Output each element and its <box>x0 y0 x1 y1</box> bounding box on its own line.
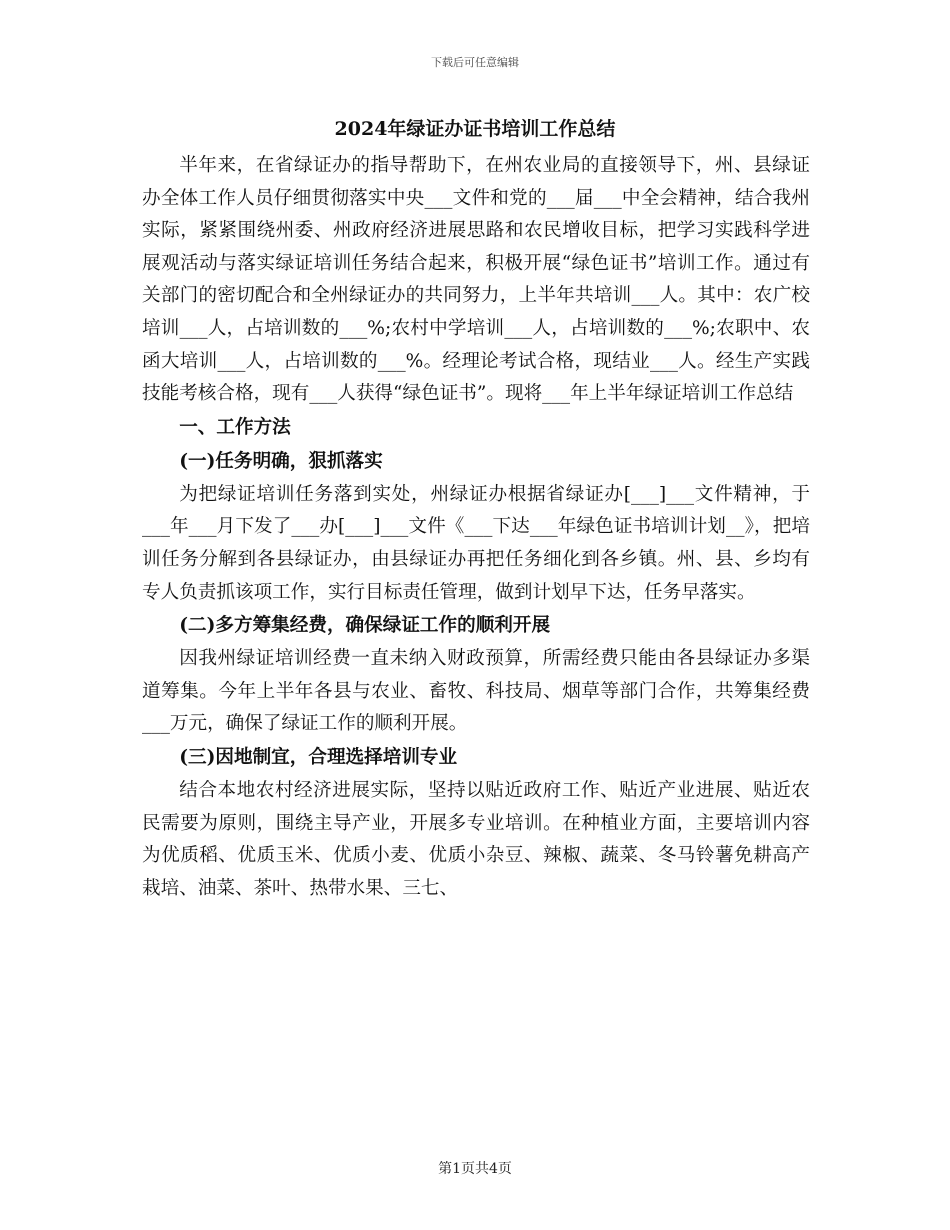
subsection-heading-1: (一)任务明确，狠抓落实 <box>179 450 383 472</box>
section-heading-methods: 一、工作方法 <box>179 416 291 438</box>
page-footer: 第1页共4页 <box>438 1161 512 1177</box>
document-title: 2024年绿证办证书培训工作总结 <box>334 118 616 140</box>
paragraph-specialties: 结合本地农村经济进展实际，坚持以贴近政府工作、贴近产业进展、贴近农民需要为原则，围绕主导产业，开展多专业培训。在种植业方面，主要培训内容为优质稻、优质玉米、优质小麦、优质小杂豆、辣椒、蔬菜、冬马铃薯免耕高产栽培、油菜、茶叶、热带水果、三七、 <box>142 779 810 899</box>
paragraph-funding: 因我州绿证培训经费一直未纳入财政预算，所需经费只能由各县绿证办多渠道筹集。今年上半年各县与农业、畜牧、科技局、烟草等部门合作，共筹集经费___万元，确保了绿证工作的顺利开展。 <box>142 648 810 735</box>
page-header-note: 下载后可任意编辑 <box>431 56 519 69</box>
paragraph-tasks: 为把绿证培训任务落到实处，州绿证办根据省绿证办[___]___文件精神，于___年___月下发了___办[___]___文件《___下达___年绿色证书培训计划__》，把培训任务分解到各县绿证办，由县绿证办再把任务细化到各乡镇。州、县、乡均有专人负责抓该项工作，实行目标责任管理，做到计划早下达，任务早落实。 <box>142 483 810 603</box>
subsection-heading-3: (三)因地制宜，合理选择培训专业 <box>179 746 458 768</box>
subsection-heading-2: (二)多方筹集经费，确保绿证工作的顺利开展 <box>179 615 551 637</box>
document-body <box>142 150 810 905</box>
intro-paragraph: 半年来，在省绿证办的指导帮助下，在州农业局的直接领导下，州、县绿证办全体工作人员仔细贯彻落实中央___文件和党的___届___中全会精神，结合我州实际，紧紧围绕州委、州政府经济进展思路和农民增收目标，把学习实践科学进展观活动与落实绿证培训任务结合起来，积极开展“绿色证书”培训工作。通过有关部门的密切配合和全州绿证办的共同努力，上半年共培训___人。其中：农广校培训___人，占培训数的___%;农村中学培训___人，占培训数的___%;农职中、农函大培训___人，占培训数的___%。经理论考试合格，现结业___人。经生产实践技能考核合格，现有___人获得“绿色证书”。现将___年上半年绿证培训工作总结 <box>142 155 810 405</box>
